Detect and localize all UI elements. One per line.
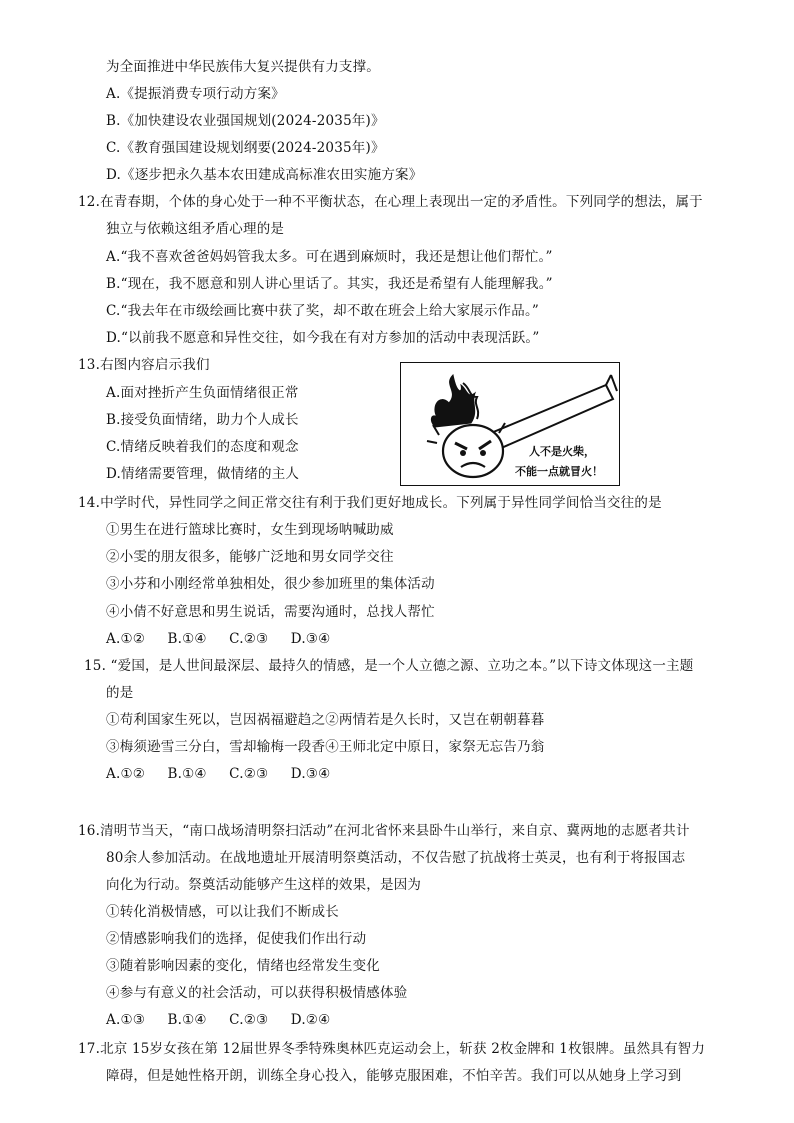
- question-16-cont: 向化为行动。祭奠活动能够产生这样的效果，是因为: [106, 877, 422, 893]
- option-b: B.《加快建设农业强国规划(2024-2035年)》: [106, 113, 385, 129]
- statement-1: ①男生在进行篮球比赛时，女生到现场呐喊助威: [106, 522, 394, 538]
- question-14: 14.中学时代，异性同学之间正常交往有利于我们更好地成长。下列属于异性同学间恰当交往的是: [78, 495, 662, 511]
- question-12-cont: 独立与依赖这组矛盾心理的是: [106, 221, 285, 237]
- cartoon-caption-line1: 人不是火柴，: [529, 445, 595, 458]
- option-b: B.接受负面情绪，助力个人成长: [106, 412, 299, 428]
- question-17-cont: 障碍，但是她性格开朗，训练全身心投入，能够克服困难，不怕辛苦。我们可以从她身上学习到: [106, 1068, 682, 1084]
- option-a: A.“我不喜欢爸爸妈妈管我太多。可在遇到麻烦时，我还是想让他们帮忙。”: [106, 249, 553, 265]
- option-d: D.情绪需要管理，做情绪的主人: [106, 466, 300, 482]
- option-d: D.《逐步把永久基本农田建成高标准农田实施方案》: [106, 167, 423, 183]
- statement-1: ①转化消极情感，可以让我们不断成长: [106, 904, 339, 920]
- statement-2: ②小雯的朋友很多，能够广泛地和男女同学交往: [106, 549, 394, 565]
- cartoon-figure: [400, 362, 620, 486]
- option-b: B.“现在，我不愿意和别人讲心里话了。其实，我还是希望有人能理解我。”: [106, 276, 553, 292]
- statement-3: ③随着影响因素的变化，情绪也经常发生变化: [106, 958, 380, 974]
- option-a: A.《提振消费专项行动方案》: [106, 86, 285, 102]
- statement-3: ③小芬和小刚经常单独相处，很少参加班里的集体活动: [106, 576, 435, 592]
- option-c: C.《教育强国建设规划纲要(2024-2035年)》: [106, 140, 385, 156]
- question-16-cont: 80余人参加活动。在战地遗址开展清明祭奠活动，不仅告慰了抗战将士英灵，也有利于将报国志: [106, 850, 686, 866]
- statement-2: ②情感影响我们的选择，促使我们作出行动: [106, 931, 367, 947]
- question-15: 15. “爱国，是人世间最深层、最持久的情感，是一个人立德之源、立功之本。”以下诗文体现这一主题: [84, 658, 694, 674]
- question-12: 12.在青春期，个体的身心处于一种不平衡状态，在心理上表现出一定的矛盾性。下列同学的想法，属于: [78, 194, 703, 210]
- text-line: 为全面推进中华民族伟大复兴提供有力支撑。: [106, 59, 380, 75]
- option-c: C.“我去年在市级绘画比赛中获了奖，却不敢在班会上给大家展示作品。”: [106, 303, 539, 319]
- statement-4: ④小倩不好意思和男生说话，需要沟通时，总找人帮忙: [106, 604, 435, 620]
- question-17: 17.北京 15岁女孩在第 12届世界冬季特殊奥林匹克运动会上，斩获 2枚金牌和 1枚银牌。虽然具有智力: [78, 1041, 706, 1057]
- statement-3-4: ③梅须逊雪三分白，雪却输梅一段香④王师北定中原日，家祭无忘告乃翁: [106, 739, 545, 755]
- question-16: 16.清明节当天，“南口战场清明祭扫活动”在河北省怀来县卧牛山举行，来自京、冀两地的志愿者共计: [78, 823, 690, 839]
- question-15-cont: 的是: [106, 685, 134, 701]
- answer-options: A.①② B.①④ C.②③ D.③④: [106, 766, 331, 782]
- option-d: D.“以前我不愿意和异性交往，如今我在有对方参加的活动中表现活跃。”: [106, 330, 540, 346]
- option-c: C.情绪反映着我们的态度和观念: [106, 439, 299, 455]
- statement-1-2: ①苟利国家生死以，岂因祸福避趋之②两情若是久长时，又岂在朝朝暮暮: [106, 712, 545, 728]
- cartoon-caption-line2: 不能一点就冒火！: [515, 465, 603, 478]
- question-13: 13.右图内容启示我们: [78, 357, 210, 373]
- option-a: A.面对挫折产生负面情绪很正常: [106, 385, 299, 401]
- answer-options: A.①② B.①④ C.②③ D.③④: [106, 631, 331, 647]
- answer-options: A.①③ B.①④ C.②③ D.②④: [106, 1012, 331, 1028]
- statement-4: ④参与有意义的社会活动，可以获得积极情感体验: [106, 985, 408, 1001]
